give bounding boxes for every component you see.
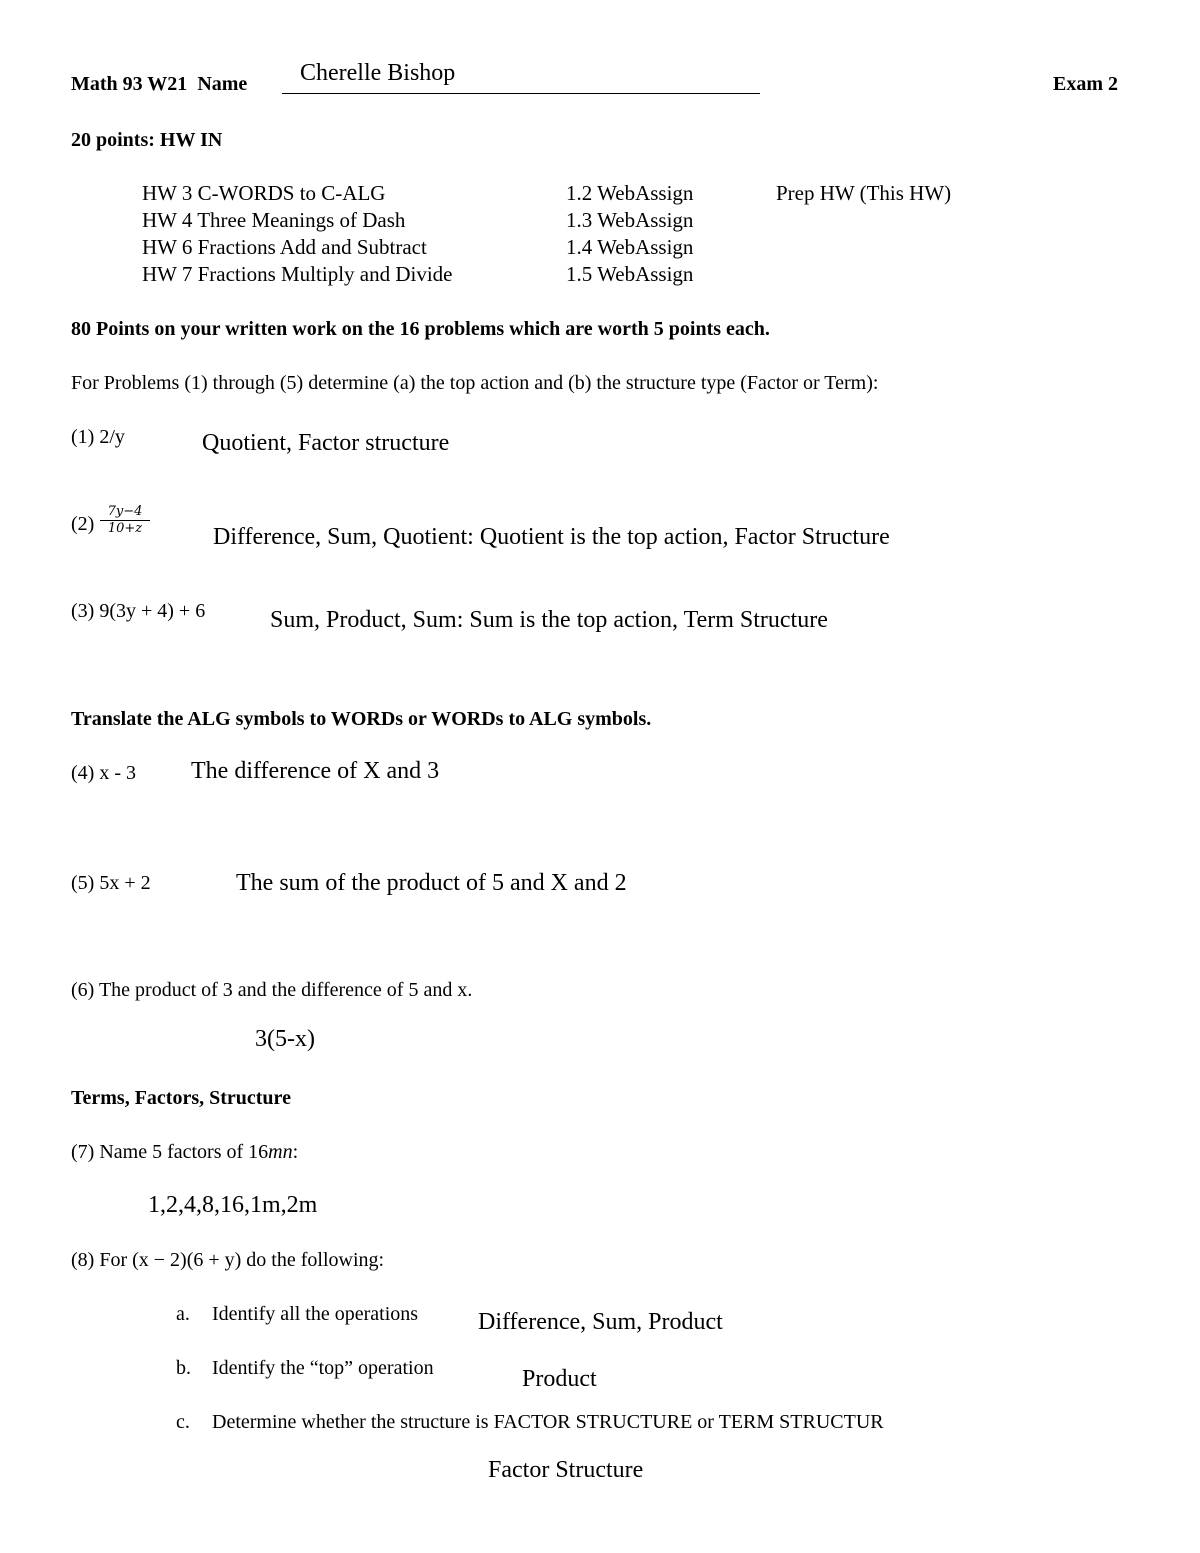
problem-7-answer: 1,2,4,8,16,1m,2m bbox=[148, 1192, 318, 1218]
hw-row-4-name: HW 7 Fractions Multiply and Divide bbox=[142, 262, 453, 286]
terms-title: Terms, Factors, Structure bbox=[71, 1087, 291, 1109]
fraction-numerator: 7y−4 bbox=[100, 504, 150, 521]
problem-8c-text: Determine whether the structure is FACTOR STRUCTURE or TERM STRUCTUR bbox=[212, 1411, 884, 1433]
problem-7-variable: mn bbox=[268, 1141, 293, 1163]
student-name: Cherelle Bishop bbox=[300, 60, 456, 86]
course-code: Math 93 W21 bbox=[71, 73, 188, 95]
hw-row-3-name: HW 6 Fractions Add and Subtract bbox=[142, 235, 427, 259]
written-work-title: 80 Points on your written work on the 16 problems which are worth 5 points each. bbox=[71, 318, 770, 340]
course-title bbox=[71, 73, 247, 96]
hw-row-2-webassign: 1.3 WebAssign bbox=[566, 208, 694, 232]
problem-8b-answer: Product bbox=[522, 1366, 597, 1392]
name-label: Name bbox=[197, 73, 248, 95]
problem-1-answer: Quotient, Factor structure bbox=[202, 430, 450, 456]
hw-row-4-webassign: 1.5 WebAssign bbox=[566, 262, 694, 286]
problem-8c-marker: c. bbox=[176, 1411, 190, 1433]
problem-6-answer: 3(5-x) bbox=[255, 1026, 315, 1052]
problem-7-label bbox=[71, 1141, 298, 1164]
problem-6-label: (6) The product of 3 and the difference of 5 and x. bbox=[71, 979, 473, 1001]
hw-row-1-webassign: 1.2 WebAssign bbox=[566, 181, 694, 205]
exam-label: Exam 2 bbox=[1053, 73, 1118, 95]
problem-8c-answer: Factor Structure bbox=[488, 1457, 644, 1483]
fraction-denominator: 10+z bbox=[107, 521, 143, 536]
problem-8a-marker: a. bbox=[176, 1303, 190, 1325]
problem-8b-text: Identify the “top” operation bbox=[212, 1357, 434, 1379]
hw-row-1-note: Prep HW (This HW) bbox=[776, 181, 952, 205]
hw-row-1-name: HW 3 C-WORDS to C-ALG bbox=[142, 181, 386, 205]
structure-instruction: For Problems (1) through (5) determine (a) the top action and (b) the structure type (Factor or Term): bbox=[71, 372, 879, 394]
problem-2-label: (2) bbox=[71, 513, 95, 535]
problem-8a-answer: Difference, Sum, Product bbox=[478, 1309, 723, 1335]
hw-row-3-webassign: 1.4 WebAssign bbox=[566, 235, 694, 259]
problem-8b-marker: b. bbox=[176, 1357, 191, 1379]
problem-8-label: (8) For (x − 2)(6 + y) do the following: bbox=[71, 1249, 385, 1271]
translate-title: Translate the ALG symbols to WORDs or WORDs to ALG symbols. bbox=[71, 708, 652, 730]
problem-1-label: (1) 2/y bbox=[71, 426, 125, 448]
problem-4-label: (4) x - 3 bbox=[71, 762, 136, 784]
problem-3-answer: Sum, Product, Sum: Sum is the top action, Term Structure bbox=[270, 607, 828, 633]
problem-7-prefix: (7) Name 5 factors of 16 bbox=[71, 1141, 269, 1163]
hw-section-title: 20 points: HW IN bbox=[71, 129, 223, 151]
problem-8a-text: Identify all the operations bbox=[212, 1303, 419, 1325]
problem-4-answer: The difference of X and 3 bbox=[191, 758, 440, 784]
problem-2-fraction bbox=[100, 504, 150, 537]
problem-5-answer: The sum of the product of 5 and X and 2 bbox=[236, 870, 627, 896]
problem-2-answer: Difference, Sum, Quotient: Quotient is the top action, Factor Structure bbox=[213, 524, 890, 550]
hw-row-2-name: HW 4 Three Meanings of Dash bbox=[142, 208, 406, 232]
name-blank bbox=[282, 93, 760, 94]
problem-7-suffix: : bbox=[292, 1141, 299, 1163]
problem-5-label: (5) 5x + 2 bbox=[71, 872, 151, 894]
problem-3-label: (3) 9(3y + 4) + 6 bbox=[71, 600, 206, 622]
